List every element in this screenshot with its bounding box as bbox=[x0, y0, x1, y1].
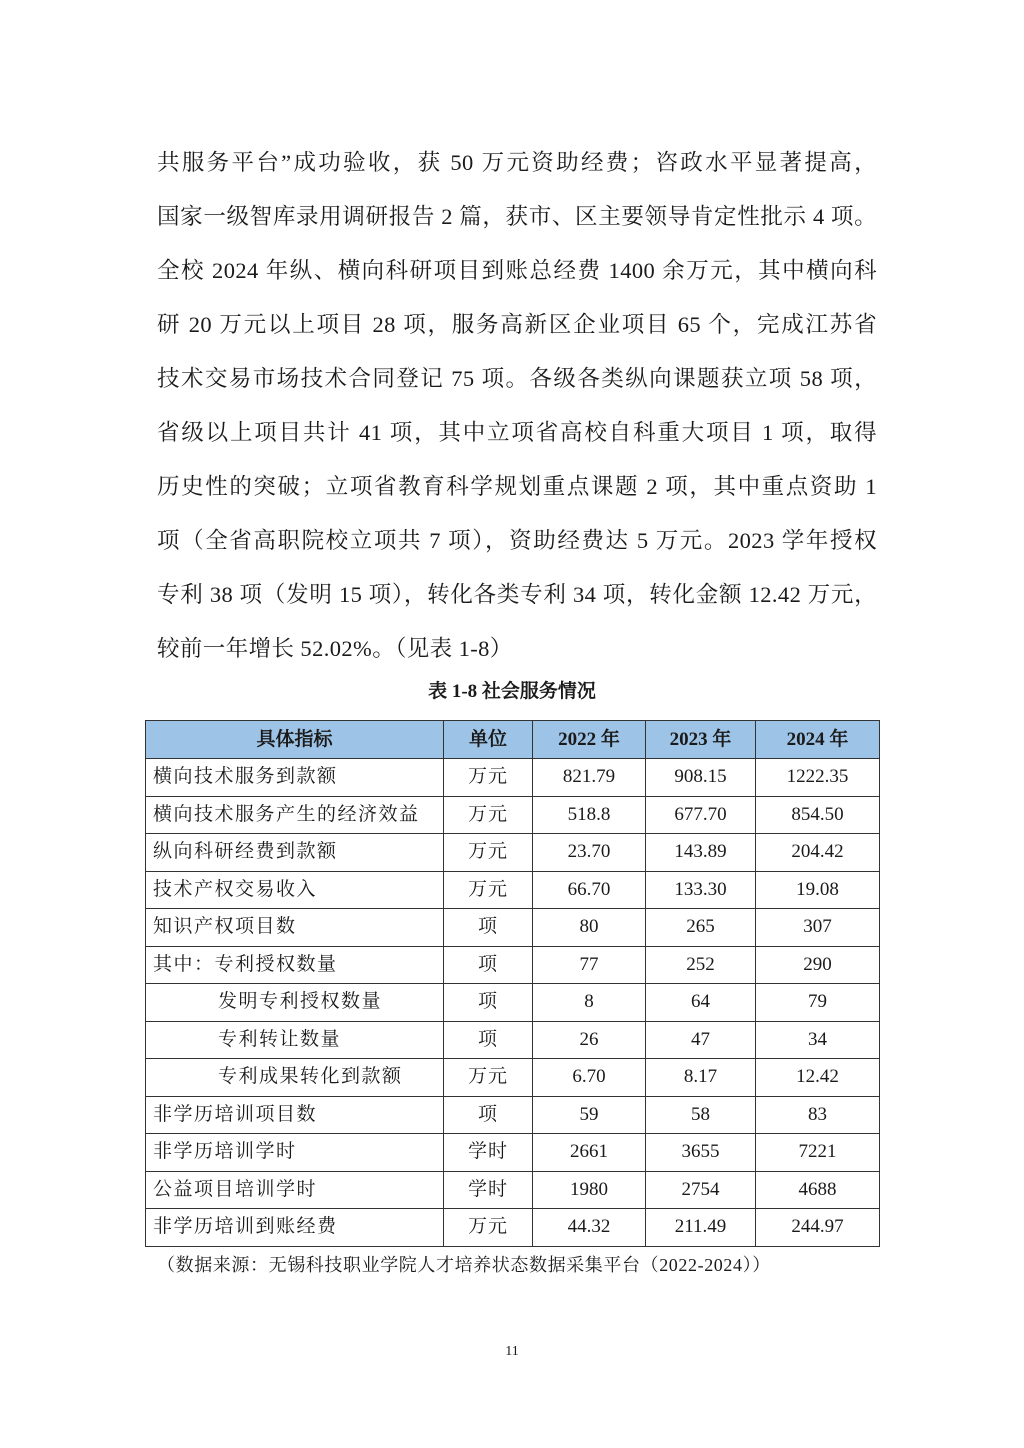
cell-2024: 204.42 bbox=[756, 834, 880, 872]
body-paragraph bbox=[157, 136, 877, 676]
cell-indicator: 技术产权交易收入 bbox=[146, 871, 444, 909]
cell-indicator: 其中：专利授权数量 bbox=[146, 946, 444, 984]
cell-unit: 万元 bbox=[444, 871, 533, 909]
cell-2022: 23.70 bbox=[533, 834, 646, 872]
cell-2023: 133.30 bbox=[646, 871, 756, 909]
header-unit: 单位 bbox=[444, 721, 533, 759]
cell-2022: 80 bbox=[533, 909, 646, 947]
table-header-row bbox=[146, 721, 880, 759]
header-2022: 2022 年 bbox=[533, 721, 646, 759]
cell-2023: 58 bbox=[646, 1096, 756, 1134]
cell-unit: 项 bbox=[444, 984, 533, 1022]
social-service-table bbox=[145, 720, 880, 1247]
cell-2024: 19.08 bbox=[756, 871, 880, 909]
body-line: 专利 38 项（发明 15 项），转化各类专利 34 项，转化金额 12.42 万元， bbox=[157, 582, 877, 607]
cell-2022: 8 bbox=[533, 984, 646, 1022]
cell-unit: 项 bbox=[444, 1096, 533, 1134]
cell-2024: 7221 bbox=[756, 1134, 880, 1172]
table-row bbox=[146, 1021, 880, 1059]
table-caption: 表 1-8 社会服务情况 bbox=[428, 681, 596, 702]
table-row bbox=[146, 909, 880, 947]
cell-2023: 2754 bbox=[646, 1171, 756, 1209]
cell-indicator: 发明专利授权数量 bbox=[146, 984, 444, 1022]
cell-2022: 2661 bbox=[533, 1134, 646, 1172]
body-line: 历史性的突破；立项省教育科学规划重点课题 2 项，其中重点资助 1 bbox=[157, 474, 877, 499]
body-line: 省级以上项目共计 41 项，其中立项省高校自科重大项目 1 项，取得 bbox=[157, 420, 877, 445]
cell-2023: 265 bbox=[646, 909, 756, 947]
cell-2022: 26 bbox=[533, 1021, 646, 1059]
cell-2022: 518.8 bbox=[533, 796, 646, 834]
table-row bbox=[146, 1134, 880, 1172]
cell-indicator: 横向技术服务产生的经济效益 bbox=[146, 796, 444, 834]
table-row bbox=[146, 1096, 880, 1134]
cell-2022: 66.70 bbox=[533, 871, 646, 909]
cell-2022: 59 bbox=[533, 1096, 646, 1134]
cell-indicator: 非学历培训学时 bbox=[146, 1134, 444, 1172]
cell-2024: 244.97 bbox=[756, 1209, 880, 1247]
table-row bbox=[146, 871, 880, 909]
cell-indicator: 公益项目培训学时 bbox=[146, 1171, 444, 1209]
body-line: 全校 2024 年纵、横向科研项目到账总经费 1400 余万元，其中横向科 bbox=[157, 258, 877, 283]
cell-indicator: 专利成果转化到款额 bbox=[146, 1059, 444, 1097]
cell-unit: 万元 bbox=[444, 1059, 533, 1097]
cell-2024: 4688 bbox=[756, 1171, 880, 1209]
body-line: 共服务平台”成功验收，获 50 万元资助经费；咨政水平显著提高， bbox=[157, 150, 877, 175]
cell-indicator: 纵向科研经费到款额 bbox=[146, 834, 444, 872]
cell-2024: 12.42 bbox=[756, 1059, 880, 1097]
cell-2024: 83 bbox=[756, 1096, 880, 1134]
table-row bbox=[146, 946, 880, 984]
body-line: 技术交易市场技术合同登记 75 项。各级各类纵向课题获立项 58 项， bbox=[157, 366, 877, 391]
cell-2023: 211.49 bbox=[646, 1209, 756, 1247]
body-line: 研 20 万元以上项目 28 项，服务高新区企业项目 65 个，完成江苏省 bbox=[157, 312, 877, 337]
header-2024: 2024 年 bbox=[756, 721, 880, 759]
cell-unit: 项 bbox=[444, 946, 533, 984]
cell-2022: 1980 bbox=[533, 1171, 646, 1209]
page-number: 11 bbox=[505, 1344, 519, 1359]
cell-2022: 6.70 bbox=[533, 1059, 646, 1097]
cell-indicator: 知识产权项目数 bbox=[146, 909, 444, 947]
cell-unit: 项 bbox=[444, 1021, 533, 1059]
table-row bbox=[146, 1059, 880, 1097]
body-line: 较前一年增长 52.02%。（见表 1-8） bbox=[157, 636, 513, 661]
cell-2024: 34 bbox=[756, 1021, 880, 1059]
cell-unit: 万元 bbox=[444, 796, 533, 834]
cell-unit: 项 bbox=[444, 909, 533, 947]
cell-2024: 854.50 bbox=[756, 796, 880, 834]
cell-2023: 677.70 bbox=[646, 796, 756, 834]
cell-2024: 307 bbox=[756, 909, 880, 947]
cell-unit: 万元 bbox=[444, 759, 533, 797]
data-source-note: （数据来源：无锡科技职业学院人才培养状态数据采集平台（2022-2024）） bbox=[157, 1255, 771, 1275]
body-line: 项（全省高职院校立项共 7 项），资助经费达 5 万元。2023 学年授权 bbox=[157, 528, 877, 553]
cell-2024: 290 bbox=[756, 946, 880, 984]
cell-unit: 学时 bbox=[444, 1134, 533, 1172]
header-2023: 2023 年 bbox=[646, 721, 756, 759]
cell-2023: 143.89 bbox=[646, 834, 756, 872]
cell-2023: 3655 bbox=[646, 1134, 756, 1172]
cell-2023: 64 bbox=[646, 984, 756, 1022]
cell-2024: 1222.35 bbox=[756, 759, 880, 797]
header-indicator: 具体指标 bbox=[146, 721, 444, 759]
cell-2023: 252 bbox=[646, 946, 756, 984]
cell-indicator: 非学历培训项目数 bbox=[146, 1096, 444, 1134]
table-row bbox=[146, 834, 880, 872]
cell-2022: 821.79 bbox=[533, 759, 646, 797]
table-row bbox=[146, 1171, 880, 1209]
table-row bbox=[146, 759, 880, 797]
table-row bbox=[146, 1209, 880, 1247]
cell-indicator: 横向技术服务到款额 bbox=[146, 759, 444, 797]
cell-2023: 47 bbox=[646, 1021, 756, 1059]
body-line: 国家一级智库录用调研报告 2 篇，获市、区主要领导肯定性批示 4 项。 bbox=[157, 204, 877, 229]
cell-indicator: 专利转让数量 bbox=[146, 1021, 444, 1059]
cell-2022: 77 bbox=[533, 946, 646, 984]
cell-unit: 万元 bbox=[444, 834, 533, 872]
cell-unit: 万元 bbox=[444, 1209, 533, 1247]
table-row bbox=[146, 984, 880, 1022]
cell-2023: 8.17 bbox=[646, 1059, 756, 1097]
cell-indicator: 非学历培训到账经费 bbox=[146, 1209, 444, 1247]
cell-unit: 学时 bbox=[444, 1171, 533, 1209]
table-row bbox=[146, 796, 880, 834]
cell-2023: 908.15 bbox=[646, 759, 756, 797]
cell-2024: 79 bbox=[756, 984, 880, 1022]
cell-2022: 44.32 bbox=[533, 1209, 646, 1247]
